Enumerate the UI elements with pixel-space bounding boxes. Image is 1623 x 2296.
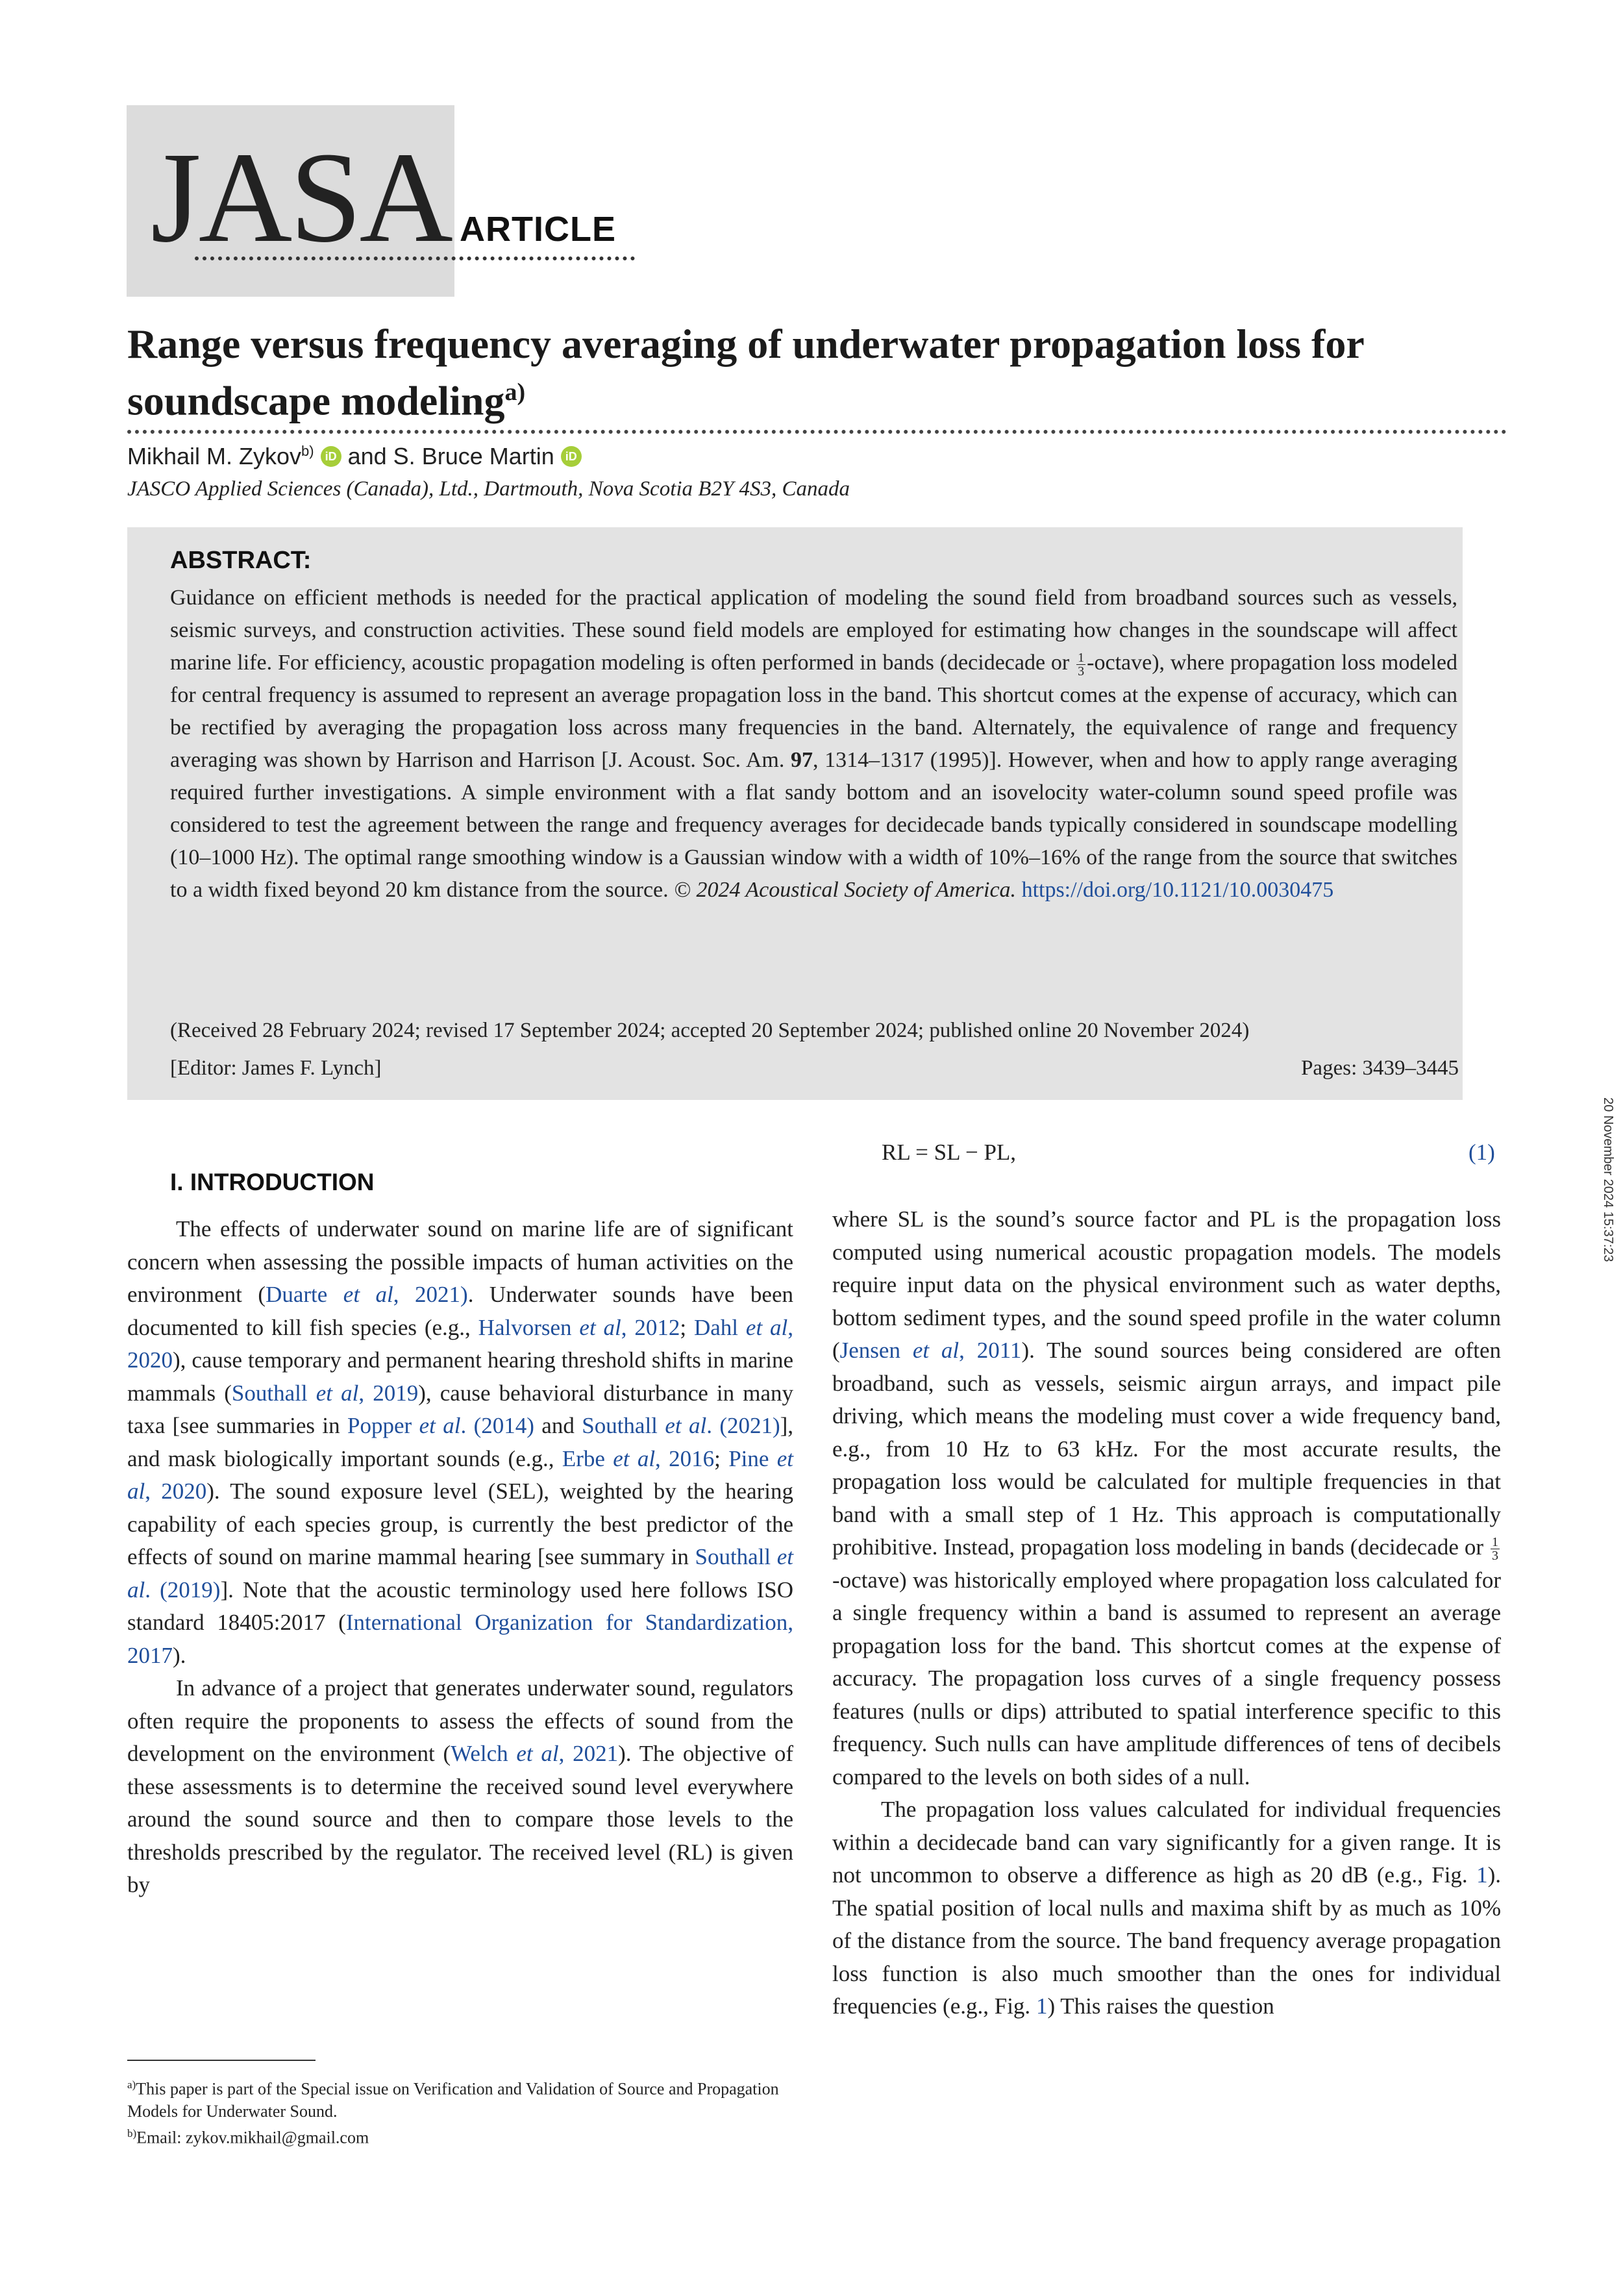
abstract-heading: ABSTRACT: [170, 547, 312, 574]
author-name: S. Bruce Martin [393, 443, 554, 469]
figure-link[interactable]: 1 [1035, 1993, 1048, 2019]
header-dotted-rule [195, 256, 635, 260]
editor-credit: [Editor: James F. Lynch] [170, 1056, 382, 1080]
paragraph: The propagation loss values calculated for individual frequencies within a decidecade band can vary significantly for a given range. It is not uncommon to observe a difference as high as 20 dB (e.g., Fig. 1). The spatial position of local nulls and maxima shift by as much as 10% of the distance from the source. The band frequency average propagation loss function is also much smoother than the ones for individual frequencies (e.g., Fig. 1) This raises the question [832, 1797, 1501, 2019]
figure-link[interactable]: 1 [1476, 1862, 1488, 1888]
citation-link[interactable]: Erbe et al, 2016 [562, 1445, 715, 1471]
title-footnote-link[interactable]: a) [504, 379, 526, 406]
paragraph: where SL is the sound’s source factor and PL is the propagation loss computed using numerical acoustic propagation models. The models require input data on the physical environment such as water depths, bottom sediment types, and the sound speed profile in the water column (Jensen et al, 2011). The sound sources being considered are often broadband, such as vessels, seismic airgun arrays, and impact pile driving, which means the modeling must cover a wide frequency band, e.g., from 10 Hz to 63 kHz. For the most accurate results, the propagation loss would be calculated for multiple frequencies in that band with a small step of 1 Hz. This approach is computationally prohibitive. Instead, propagation loss modeling in bands (decidecade or $\frac{1}{3}$ -octave) was historically employed where propagation loss calculated for a single frequency within a band is assumed to represent an average propagation loss for the band. This shortcut comes at the expense of accuracy. The propagation loss curves of a single frequency possess features (nulls or dips) attributed to spatial interference specific to this frequency. Such nulls can have amplitude differences of tens of decibels compared to the levels on both sides of a null. [832, 1206, 1502, 1790]
author-list [127, 443, 582, 470]
right-column-text [832, 1203, 1501, 2023]
title-dotted-rule [127, 430, 1507, 434]
section-heading-introduction: I. INTRODUCTION [170, 1169, 375, 1195]
paper-title [127, 320, 1523, 425]
copyright-notice: © 2024 Acoustical Society of America. [674, 878, 1017, 902]
editor-pages-line [170, 1052, 1459, 1084]
journal-logo: JASA [151, 126, 451, 269]
orcid-icon[interactable]: iD [561, 446, 582, 467]
citation-link[interactable]: Pine et al, 2020 [127, 1445, 794, 1504]
footnote: $^{b)}$Email: zykov.mikhail@gmail.com [127, 2127, 369, 2147]
fraction-one-third: $\frac{1}{3}$ [1492, 1535, 1499, 1564]
author-name: Mikhail M. Zykov$^{b)}$ [127, 443, 314, 469]
fraction-one-third: $\frac{1}{3}$ [1078, 650, 1085, 679]
abstract-body: Guidance on efficient methods is needed for the practical application of modeling the sound field from broadband sources such as vessels, seismic surveys, and construction activities. These sound field models are employed for estimating how changes in the soundscape will affect marine life. For efficiency, acoustic propagation modeling is often performed in bands (decidecade or $\frac{1}{3}$ -octave), where propagation loss modeled for central frequency is assumed to represent an average propagation loss in the band. This shortcut comes at the expense of accuracy, which can be rectified by averaging the propagation loss across many frequencies in the band. Alternately, the equivalence of range and frequency averaging was shown by Harrison and Harrison [J. Acoust. Soc. Am. 97, 1314–1317 (1995)]. However, when and how to apply range averaging required further investigations. A simple environment with a flat sandy bottom and an isovelocity water-column sound speed profile was considered to test the agreement between the range and frequency averages for decidecade bands typically considered in soundscape modelling (10–1000 Hz). The optimal range smoothing window is a Gaussian window with a width of 10%–16% of the range from the source that switches to a width fixed beyond 20 km distance from the source. © 2024 Acoustical Society of America. https://doi.org/10.1121/10.0030475 [170, 586, 1457, 902]
author-affiliation: JASCO Applied Sciences (Canada), Ltd., Dartmouth, Nova Scotia B2Y 4S3, Canada [127, 477, 850, 501]
orcid-icon[interactable]: iD [321, 446, 341, 467]
doi-link[interactable]: https://doi.org/10.1121/10.0030475 [1021, 878, 1334, 902]
citation-link[interactable]: Southall et al. (2019) [127, 1544, 794, 1603]
citation-link[interactable]: Popper et al. (2014) [347, 1413, 534, 1438]
citation-link[interactable]: Southall et al, 2019 [231, 1380, 419, 1406]
left-column-text [127, 1213, 793, 1902]
footnotes [127, 2074, 796, 2149]
citation-link[interactable]: Welch et al, 2021 [451, 1741, 619, 1766]
received-dates: (Received 28 February 2024; revised 17 September 2024; accepted 20 September 2024; published online 20 November 2024) [170, 1019, 1250, 1042]
author-footnote-link[interactable]: b) [301, 443, 314, 459]
download-timestamp: 20 November 2024 15:37:23 [1601, 1097, 1615, 1262]
page-range: Pages: 3439–3445 [1301, 1056, 1459, 1080]
paragraph: The effects of underwater sound on marine life are of significant concern when assessing the possible impacts of human activities on the environment (Duarte et al, 2021). Underwater sounds have been documented to kill fish species (e.g., Halvorsen et al, 2012; Dahl et al, 2020), cause temporary and permanent hearing threshold shifts in marine mammals (Southall et al, 2019), cause behavioral disturbance in many taxa [see summaries in Popper et al. (2014) and Southall et al. (2021)], and mask biologically important sounds (e.g., Erbe et al, 2016; Pine et al, 2020). The sound exposure level (SEL), weighted by the hearing capability of each species group, is currently the best predictor of the effects of sound on marine mammal hearing [see summary in Southall et al. (2019)]. Note that the acoustic terminology used here follows ISO standard 18405:2017 (International Organization for Standardization, 2017). [127, 1216, 794, 1668]
citation-link[interactable]: International Organization for Standardization, 2017 [127, 1610, 793, 1668]
author-joiner: and [347, 443, 387, 469]
paragraph: In advance of a project that generates underwater sound, regulators often require the proponents to assess the effects of sound from the development on the environment (Welch et al, 2021). The objective of these assessments is to determine the received sound level everywhere around the sound source and then to compare those levels to the thresholds prescribed by the regulator. The received level (RL) is given by [127, 1675, 794, 1897]
equation-number-link[interactable]: (1) [1468, 1140, 1495, 1165]
equation-1: RL = SL − PL, [882, 1140, 1017, 1165]
article-type-label: ARTICLE [460, 210, 616, 249]
citation-link[interactable]: Southall et al. (2021) [582, 1413, 780, 1438]
citation-link[interactable]: Jensen et al, 2011 [839, 1338, 1022, 1363]
citation-link[interactable]: Halvorsen et al, 2012 [478, 1314, 680, 1340]
volume-number: 97 [790, 748, 813, 772]
citation-link[interactable]: Dahl et al, 2020 [127, 1314, 794, 1373]
citation-link[interactable]: Duarte et al, 2021) [266, 1282, 468, 1307]
footnote-rule [127, 2060, 316, 2061]
footnote: $^{a)}$This paper is part of the Special issue on Verification and Validation of Source and Propagation Models for Underwater Sound. [127, 2078, 779, 2121]
title-text: Range versus frequency averaging of underwater propagation loss for soundscape modeling [127, 321, 1364, 424]
